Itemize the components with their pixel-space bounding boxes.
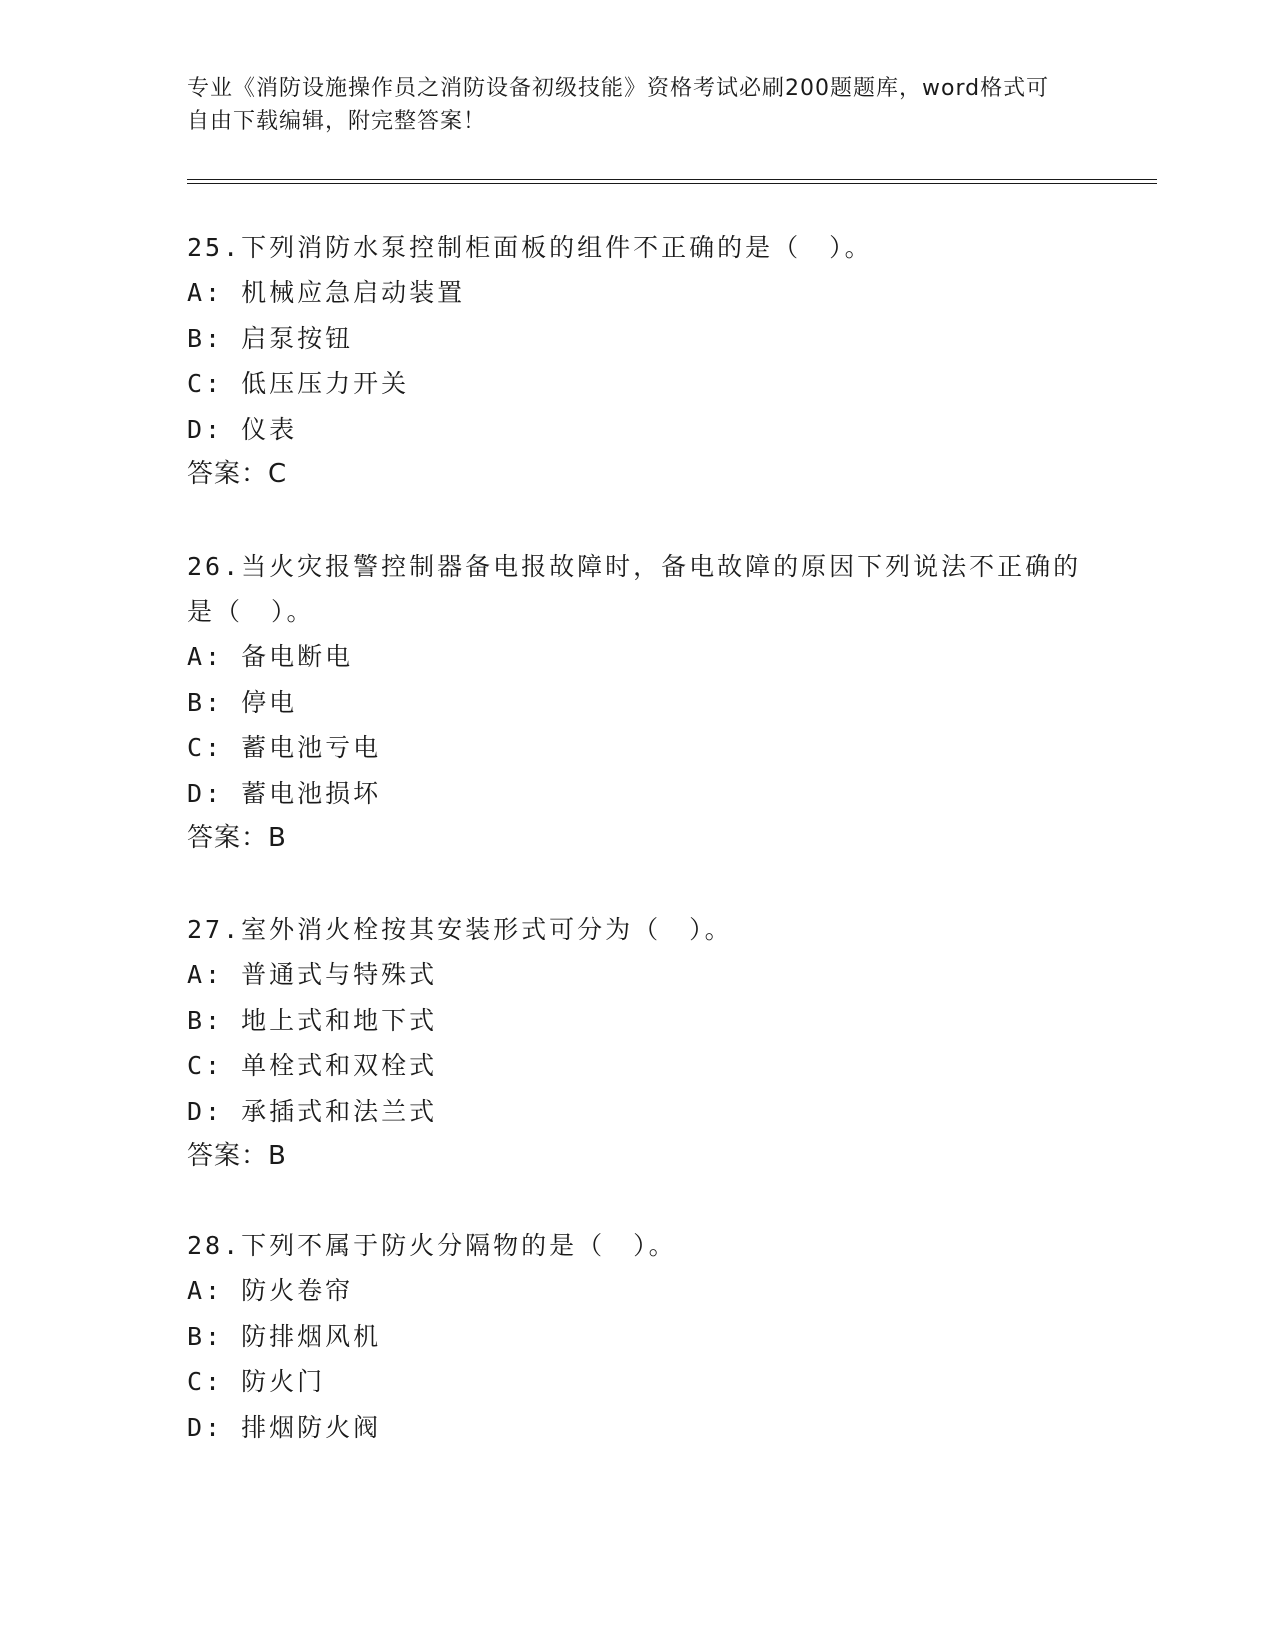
option-c: C: 低压压力开关 [187,369,410,398]
question-28 [187,1223,1087,1450]
question-stem: 28.下列不属于防火分隔物的是（ ）。 [187,1231,677,1260]
option-a: A: 机械应急启动装置 [187,278,466,307]
option-a: A: 备电断电 [187,642,354,671]
option-d: D: 承插式和法兰式 [187,1096,438,1126]
option-a: A: 防火卷帘 [187,1276,354,1305]
header-divider [187,179,1157,184]
question-25 [187,225,1087,498]
option-a: A: 普通式与特殊式 [187,960,438,989]
option-c: C: 蓄电池亏电 [187,733,382,762]
option-d: D: 蓄电池损坏 [187,778,382,808]
option-b: B: 地上式和地下式 [187,1005,438,1035]
question-stem: 25.下列消防水泵控制柜面板的组件不正确的是（ ）。 [187,233,873,262]
option-d: D: 排烟防火阀 [187,1412,382,1442]
option-b: B: 启泵按钮 [187,323,354,353]
answer-line: 答案：C [187,459,288,489]
question-stem: 27.室外消火栓按其安装形式可分为（ ）。 [187,915,733,944]
answer-line: 答案：B [187,1141,287,1171]
document-header: 专业《消防设施操作员之消防设备初级技能》资格考试必刷200题题库，word格式可自由下载编辑，附完整答案！ [187,76,1050,134]
option-c: C: 单栓式和双栓式 [187,1051,438,1080]
option-b: B: 停电 [187,687,298,717]
option-b: B: 防排烟风机 [187,1321,382,1351]
question-27 [187,907,1087,1180]
answer-line: 答案：B [187,823,287,853]
option-c: C: 防火门 [187,1367,326,1396]
question-26 [187,544,1087,862]
question-stem: 26.当火灾报警控制器备电报故障时，备电故障的原因下列说法不正确的是（ ）。 [187,552,1082,626]
option-d: D: 仪表 [187,414,298,444]
